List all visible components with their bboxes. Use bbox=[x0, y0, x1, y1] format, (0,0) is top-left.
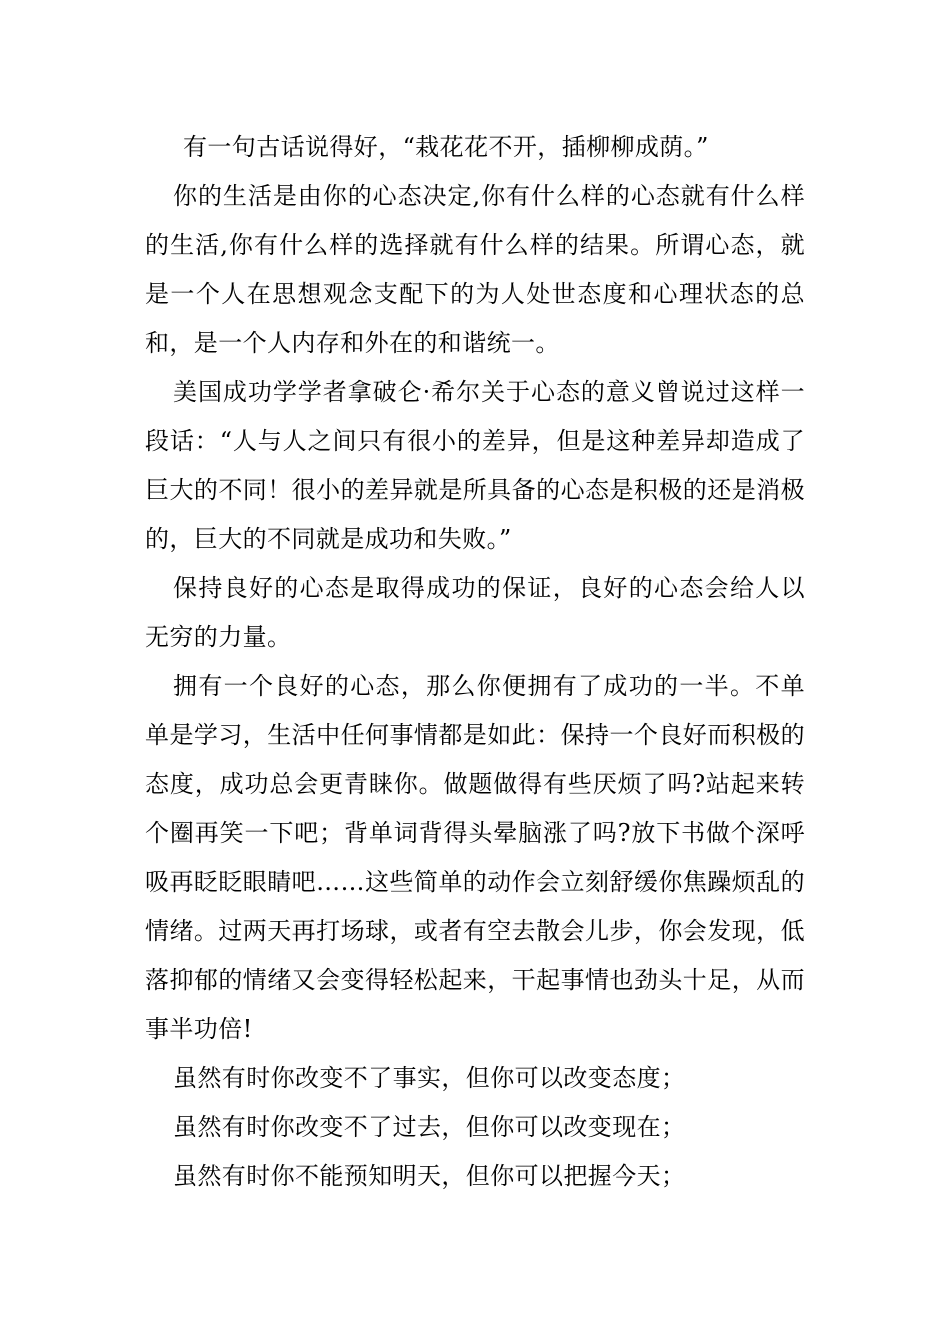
paragraph-good-mindset-guarantee: 保持良好的心态是取得成功的保证，良好的心态会给人以无穷的力量。 bbox=[145, 574, 805, 651]
paragraph-napoleon-hill-quote: 美国成功学学者拿破仑·希尔关于心态的意义曾说过这样一段话：“人与人之间只有很小的差异，但是这种差异却造成了巨大的不同！很小的差异就是所具备的心态是积极的还是消极的，巨大的不同就是成功和失败。” bbox=[145, 378, 805, 553]
document-body bbox=[145, 123, 805, 1201]
paragraph-half-success: 拥有一个良好的心态，那么你便拥有了成功的一半。不单单是学习，生活中任何事情都是如此：保持一个良好而积极的态度，成功总会更青睐你。做题做得有些厌烦了吗?站起来转个圈再笑一下吧；背单词背得头晕脑涨了吗?放下书做个深呼吸再眨眨眼睛吧……这些简单的动作会立刻舒缓你焦躁烦乱的情绪。过两天再打场球，或者有空去散会儿步，你会发现，低落抑郁的情绪又会变得轻松起来，干起事情也劲头十足，从而事半功倍! bbox=[145, 672, 805, 1043]
paragraph-mindset-definition: 你的生活是由你的心态决定,你有什么样的心态就有什么样的生活,你有什么样的选择就有什么样的结果。所谓心态，就是一个人在思想观念支配下的为人处世态度和心理状态的总和，是一个人内存和外在的和谐统一。 bbox=[145, 182, 805, 357]
paragraph-change-present: 虽然有时你改变不了过去，但你可以改变现在； bbox=[173, 1113, 686, 1141]
paragraph-proverb: 有一句古话说得好，“栽花花不开，插柳柳成荫。” bbox=[183, 133, 709, 161]
paragraph-change-attitude: 虽然有时你改变不了事实，但你可以改变态度； bbox=[173, 1064, 686, 1092]
paragraph-grasp-today: 虽然有时你不能预知明天，但你可以把握今天； bbox=[173, 1162, 686, 1190]
